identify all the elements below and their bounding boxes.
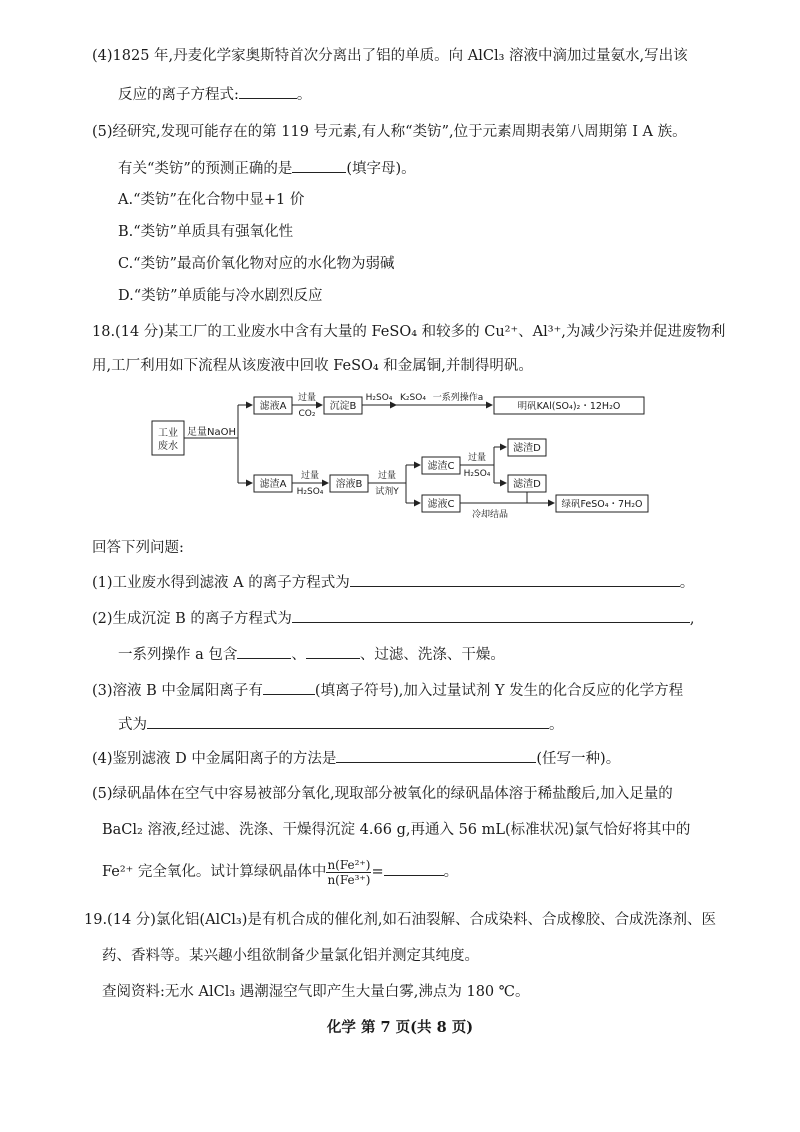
q18-sub5-line3: [102, 856, 458, 888]
residue-a-label: 滤渣A: [259, 479, 287, 490]
filtrate-c-label: 滤液C: [427, 499, 455, 510]
option-a: A.“类钫”在化合物中显+1 价: [118, 192, 305, 208]
q18-sub5-line2: BaCl₂ 溶液,经过滤、洗涤、干燥得沉淀 4.66 g,再通入 56 mL(标准状况)氯气恰好将其中的: [102, 822, 691, 838]
period: 。: [443, 864, 459, 880]
k2so4-label: K₂SO₄: [400, 393, 426, 403]
answer-blank[interactable]: [384, 859, 444, 876]
page-footer: 化学 第 7 页(共 8 页): [326, 1019, 474, 1036]
q18-sub1: [92, 570, 694, 593]
operation-a-text: 一系列操作 a 包含: [118, 647, 238, 663]
green-vitriol-label: 绿矾FeSO₄・7H₂O: [561, 499, 643, 510]
cooling-label: 冷却结晶: [471, 510, 509, 520]
naoh-label: 足量NaOH: [187, 427, 236, 438]
period: 。: [296, 87, 312, 103]
answer-prompt: 回答下列问题:: [92, 540, 184, 556]
fe-ratio-fraction: [326, 858, 371, 887]
process-flow-diagram: [150, 385, 650, 520]
q17-part5-line1: (5)经研究,发现可能存在的第 119 号元素,有人称“类钫”,位于元素周期表第八周期第 Ⅰ A 族。: [92, 124, 687, 140]
q18-sub3-text3: 式为: [118, 717, 147, 733]
q18-sub4: [92, 746, 620, 769]
answer-blank[interactable]: [306, 642, 360, 659]
solution-b-label: 溶液B: [335, 479, 363, 490]
fill-letter-note: (填字母)。: [346, 161, 416, 177]
q18-sub2-text: (2)生成沉淀 B 的离子方程式为: [92, 611, 292, 627]
excess-label: 过量: [300, 471, 320, 481]
q17-part5-prompt: 有关“类钫”的预测正确的是: [118, 161, 293, 177]
q18-intro-line1: 18.(14 分)某工厂的工业废水中含有大量的 FeSO₄ 和较多的 Cu²⁺、Al³⁺,为减少污染并促进废物利: [92, 324, 726, 340]
h2so4-label: H₂SO₄: [463, 469, 491, 479]
q19-line1: 19.(14 分)氯化铝(AlCl₃)是有机合成的催化剂,如石油裂解、合成染料、合成橡胶、合成洗涤剂、医: [84, 912, 717, 928]
operation-steps: 、过滤、洗涤、干燥。: [359, 647, 505, 663]
q18-sub1-text: (1)工业废水得到滤液 A 的离子方程式为: [92, 575, 350, 591]
answer-blank[interactable]: [237, 642, 291, 659]
q19-line3: 查阅资料:无水 AlCl₃ 遇潮湿空气即产生大量白雾,沸点为 180 ℃。: [102, 984, 530, 1000]
equals-sign: =: [371, 864, 384, 880]
q17-part4-prompt: 反应的离子方程式:: [118, 87, 239, 103]
answer-blank[interactable]: [292, 156, 346, 173]
answer-blank[interactable]: [350, 570, 680, 587]
q18-sub4-note: (任写一种)。: [536, 751, 621, 767]
q18-sub2-cont: [118, 642, 505, 665]
period: 。: [679, 575, 695, 591]
period: 。: [549, 717, 564, 733]
co2-label: CO₂: [298, 409, 316, 419]
filtrate-a-label: 滤液A: [259, 401, 287, 412]
answer-blank[interactable]: [292, 606, 690, 623]
excess-label: 过量: [297, 393, 317, 403]
fraction-denominator: n(Fe³⁺): [327, 872, 371, 887]
separator: 、: [291, 647, 306, 663]
residue-d-top-label: 滤渣D: [513, 443, 541, 454]
precip-b-label: 沉淀B: [329, 401, 357, 412]
fraction-numerator: n(Fe²⁺): [327, 857, 371, 872]
comma: ,: [689, 611, 695, 627]
operation-a-label: 一系列操作a: [432, 393, 484, 403]
q17-part5-line2: [118, 156, 416, 179]
q17-part4-line2: [118, 82, 311, 105]
option-d: D.“类钫”单质能与冷水剧烈反应: [118, 288, 323, 304]
q18-intro-line2: 用,工厂利用如下流程从该废液中回收 FeSO₄ 和金属铜,并制得明矾。: [92, 358, 533, 374]
q18-sub3: [92, 678, 683, 701]
residue-d-bottom-label: 滤渣D: [513, 479, 541, 490]
answer-blank[interactable]: [239, 82, 297, 99]
q18-sub5-line1: (5)绿矾晶体在空气中容易被部分氧化,现取部分被氧化的绿矾晶体溶于稀盐酸后,加入足量的: [92, 786, 673, 802]
q18-sub3-cont: [118, 712, 564, 735]
answer-blank[interactable]: [336, 746, 536, 763]
option-b: B.“类钫”单质具有强氧化性: [118, 224, 294, 240]
excess-label: 过量: [377, 471, 397, 481]
start-label-1: 工业: [158, 428, 178, 439]
q19-line2: 药、香料等。某兴趣小组欲制备少量氯化铝并测定其纯度。: [102, 948, 479, 964]
h2so4-label: H₂SO₄: [296, 487, 324, 497]
excess-label: 过量: [467, 453, 487, 463]
q18-sub3-text: (3)溶液 B 中金属阳离子有: [92, 683, 263, 699]
q18-sub3-text2: (填离子符号),加入过量试剂 Y 发生的化合反应的化学方程: [314, 683, 684, 699]
answer-blank[interactable]: [263, 678, 315, 695]
option-c: C.“类钫”最高价氧化物对应的水化物为弱碱: [118, 256, 395, 272]
answer-blank[interactable]: [147, 712, 549, 729]
h2so4-label: H₂SO₄: [365, 393, 393, 403]
reagent-y-label: 试剂Y: [375, 487, 399, 497]
q18-sub5-text: Fe²⁺ 完全氧化。试计算绿矾晶体中: [102, 864, 327, 880]
residue-c-label: 滤渣C: [427, 461, 455, 472]
start-label-2: 废水: [158, 441, 178, 452]
q17-part4-line1: (4)1825 年,丹麦化学家奥斯特首次分离出了铝的单质。向 AlCl₃ 溶液中滴加过量氨水,写出该: [92, 48, 688, 64]
q18-sub4-text: (4)鉴别滤液 D 中金属阳离子的方法是: [92, 751, 337, 767]
alum-label: 明矾KAl(SO₄)₂・12H₂O: [517, 401, 621, 412]
q18-sub2: [92, 606, 695, 629]
